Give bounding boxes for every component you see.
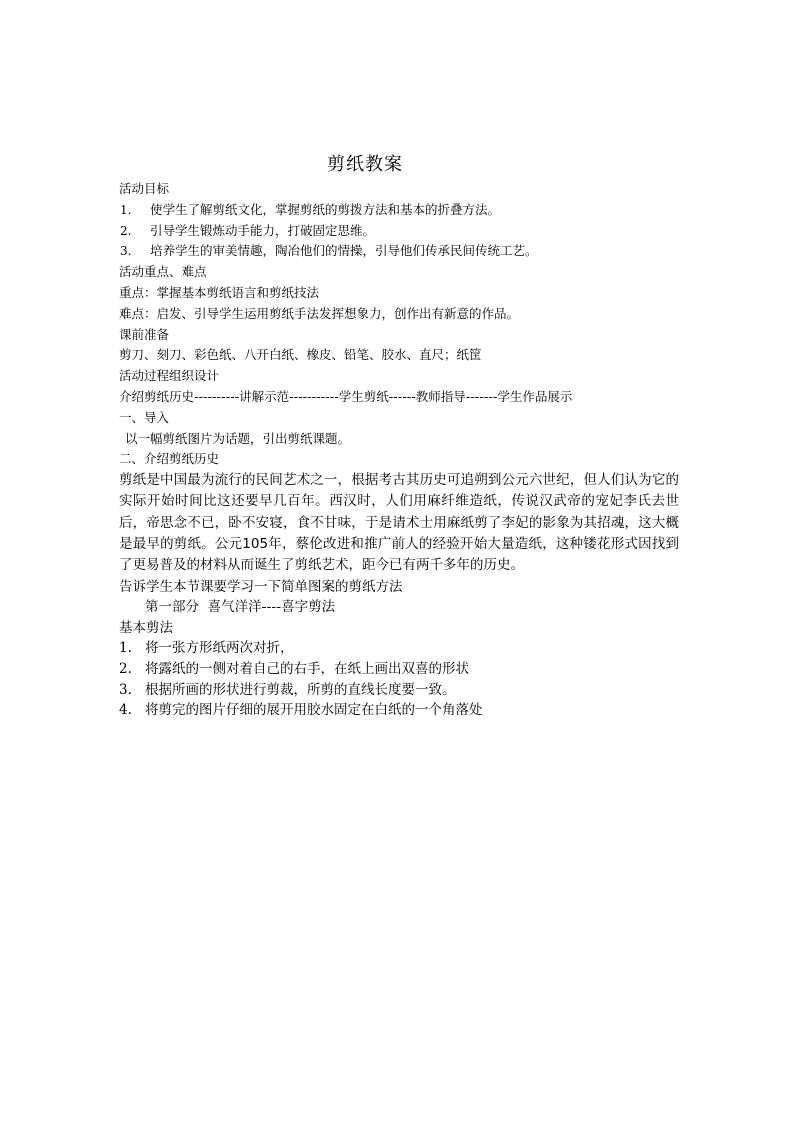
part-one-heading: 第一部分 喜气洋洋----喜字剪法 <box>145 599 336 616</box>
process-flow: 介绍剪纸历史----------讲解示范-----------学生剪纸------教师指导-------学生作品展示 <box>119 388 573 404</box>
preparation-heading: 课前准备 <box>119 326 170 342</box>
document-title: 剪纸教案 <box>327 154 403 175</box>
intro-text: 以一幅剪纸图片为话题，引出剪纸课题。 <box>125 430 351 446</box>
history-paragraph: 剪纸是中国最为流行的民间艺术之一，根据考古其历史可追朔到公元六世纪，但人们认为它的实际开始时间比这还要早几百年。西汉时，人们用麻纤维造纸，传说汉武帝的宠妃李氏去世后，帝思念不已，卧不安寝，食不甘味，于是请术士用麻纸剪了李妃的影象为其招魂，这大概是最早的剪纸。公元105年，蔡伦改进和推广前人的经验开始大量造纸，这种镂花形式因找到了更易普及的材料从而诞生了剪纸艺术，距今已有两千多年的历史。 <box>119 472 679 574</box>
objectives-heading: 活动目标 <box>119 181 170 196</box>
lesson-intro-line: 告诉学生本节课要学习一下简单图案的剪纸方法 <box>119 578 403 595</box>
basic-step: 1. 将一张方形纸两次对折， <box>119 640 294 657</box>
objective-item: 3. 培养学生的审美情趣，陶冶他们的情操，引导他们传承民间传统工艺。 <box>120 243 538 259</box>
history-heading: 二、介绍剪纸历史 <box>119 451 220 467</box>
basic-step: 3. 根据所画的形状进行剪裁，所剪的直线长度要一致。 <box>119 681 456 698</box>
basic-step: 2. 将露纸的一侧对着自己的右手，在纸上画出双喜的形状 <box>119 661 469 678</box>
preparation-materials: 剪刀、刻刀、彩色纸、八开白纸、橡皮、铅笔、胶水、直尺；纸筐 <box>119 347 482 363</box>
objective-item: 2. 引导学生锻炼动手能力，打破固定思维。 <box>120 222 376 238</box>
key-point-difficulty: 难点：启发、引导学生运用剪纸手法发挥想象力，创作出有新意的作品。 <box>119 305 520 321</box>
key-point-focus: 重点：掌握基本剪纸语言和剪纸技法 <box>119 284 320 300</box>
basic-step: 4. 将剪完的图片仔细的展开用胶水固定在白纸的一个角落处 <box>119 702 483 719</box>
key-points-heading: 活动重点、难点 <box>119 264 207 280</box>
objective-item: 1. 使学生了解剪纸文化，掌握剪纸的剪拨方法和基本的折叠方法。 <box>120 201 501 217</box>
basic-heading: 基本剪法 <box>119 619 173 636</box>
process-heading: 活动过程组织设计 <box>119 368 220 384</box>
intro-heading: 一、导入 <box>119 409 170 425</box>
document-body <box>119 179 679 721</box>
